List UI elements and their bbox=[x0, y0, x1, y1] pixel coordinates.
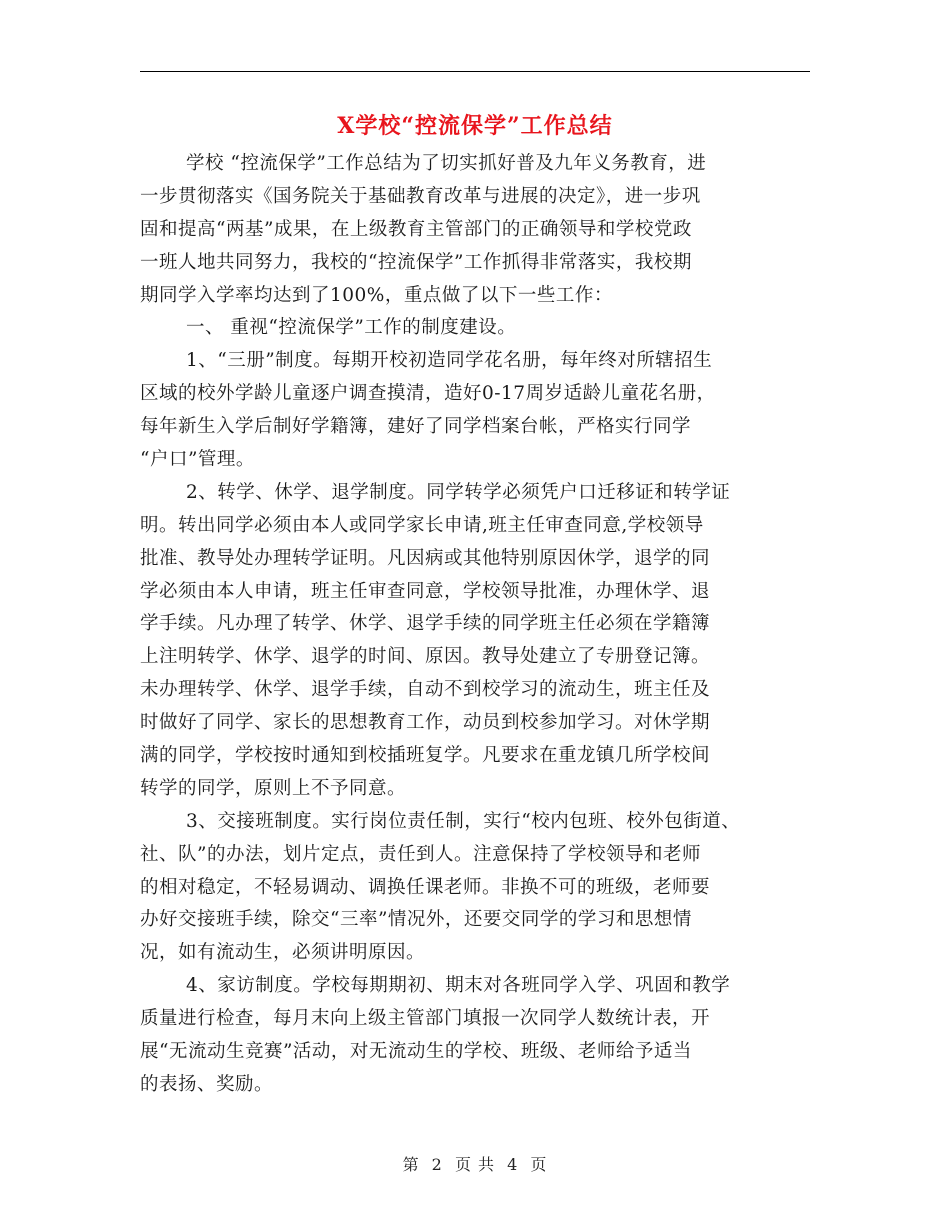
body-line: 况，如有流动生，必须讲明原因。 bbox=[140, 942, 426, 964]
body-line: 4、家访制度。学校每期期初、期末对各班同学入学、巩固和教学 bbox=[186, 975, 731, 997]
body-line: 的相对稳定，不轻易调动、调换任课老师。非换不可的班级，老师要 bbox=[140, 876, 711, 898]
body-line: 2、转学、休学、退学制度。同学转学必须凭户口迁移证和转学证 bbox=[186, 481, 731, 503]
body-line: 批准、教导处办理转学证明。凡因病或其他特别原因休学，退学的同 bbox=[140, 547, 711, 569]
body-line: 一步贯彻落实《国务院关于基础教育改革与进展的决定》，进一步巩 bbox=[140, 185, 701, 207]
footer-suffix: 页 bbox=[530, 1155, 548, 1174]
body-line: 未办理转学、休学、退学手续，自动不到校学习的流动生，班主任及 bbox=[140, 679, 711, 701]
body-line: 每年新生入学后制好学籍簿，建好了同学档案台帐，严格实行同学 bbox=[140, 416, 692, 438]
body-line: 明。转出同学必须由本人或同学家长申请,班主任审查同意,学校领导 bbox=[140, 514, 704, 536]
body-line: 办好交接班手续，除交“三率”情况外，还要交同学的学习和思想情 bbox=[140, 909, 692, 931]
body-line: 一、 重视“控流保学”工作的制度建设。 bbox=[186, 317, 517, 339]
body-line: 学必须由本人申请，班主任审查同意，学校领导批准，办理休学、退 bbox=[140, 580, 711, 602]
body-line: 固和提高“两基”成果，在上级教育主管部门的正确领导和学校党政 bbox=[140, 218, 692, 240]
footer-prefix: 第 bbox=[402, 1155, 420, 1174]
body-line: 社、队”的办法，划片定点，责任到人。注意保持了学校领导和老师 bbox=[140, 843, 701, 865]
body-line: 3、交接班制度。实行岗位责任制，实行“校内包班、校外包街道、 bbox=[186, 810, 741, 832]
body-line: 质量进行检查，每月末向上级主管部门填报一次同学人数统计表，开 bbox=[140, 1008, 711, 1030]
body-line: 学手续。凡办理了转学、休学、退学手续的同学班主任必须在学籍簿 bbox=[140, 613, 711, 635]
body-line: 期同学入学率均达到了100%，重点做了以下一些工作： bbox=[140, 284, 613, 306]
body-line: 区域的校外学龄儿童逐户调查摸清，造好0-17周岁适龄儿童花名册， bbox=[140, 383, 716, 405]
footer-middle: 页 共 bbox=[454, 1155, 496, 1174]
body-line: 的表扬、奖励。 bbox=[140, 1073, 274, 1095]
header-rule bbox=[140, 71, 810, 72]
body-line: “户口”管理。 bbox=[140, 449, 255, 471]
footer-total-pages: 4 bbox=[507, 1155, 519, 1174]
page-footer bbox=[0, 1152, 950, 1175]
body-line: 转学的同学，原则上不予同意。 bbox=[140, 777, 407, 799]
body-line: 一班人地共同努力，我校的“控流保学”工作抓得非常落实，我校期 bbox=[140, 251, 692, 273]
body-line: 学校 “控流保学”工作总结为了切实抓好普及九年义务教育，进 bbox=[186, 153, 707, 174]
body-line: 上注明转学、休学、退学的时间、原因。教导处建立了专册登记簿。 bbox=[140, 646, 711, 668]
body-line: 1、“三册”制度。每期开校初造同学花名册，每年终对所辖招生 bbox=[186, 350, 713, 372]
body-line: 满的同学，学校按时通知到校插班复学。凡要求在重龙镇几所学校间 bbox=[140, 745, 711, 767]
footer-page-number: 2 bbox=[431, 1155, 443, 1174]
body-line: 时做好了同学、家长的思想教育工作，动员到校参加学习。对休学期 bbox=[140, 712, 711, 734]
body-line: 展“无流动生竞赛”活动，对无流动生的学校、班级、老师给予适当 bbox=[140, 1041, 692, 1063]
document-title: X学校“控流保学”工作总结 bbox=[337, 113, 613, 139]
document-body bbox=[140, 148, 810, 1102]
